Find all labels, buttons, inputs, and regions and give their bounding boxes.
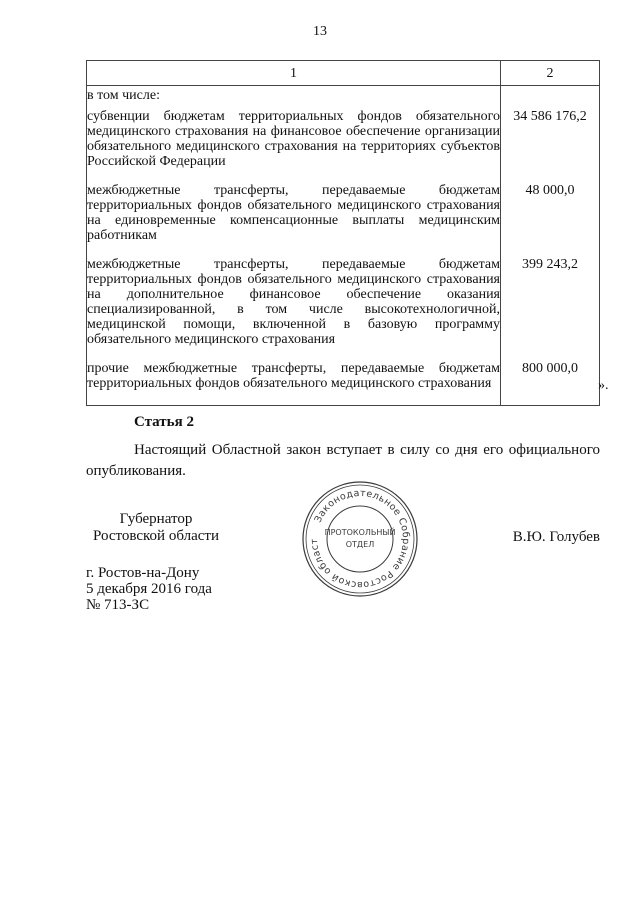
stamp-inner-ring	[306, 485, 414, 593]
stamp-center-line1: ПРОТОКОЛЬНЫЙ	[324, 528, 396, 537]
column-header-2: 2	[501, 61, 600, 86]
table-row	[87, 109, 600, 183]
article-text: Настоящий Областной закон вступает в силу со дня его официального опубликования.	[86, 442, 600, 479]
stamp-center-line2: ОТДЕЛ	[345, 540, 375, 549]
date: 5 декабря 2016 года	[86, 581, 212, 597]
row-description: межбюджетные трансферты, передаваемые бюджетам территориальных фондов обязательного медицинского страхования на дополнительное финансовое обеспечение оказания специализированной, в том числе высокотехнологичной, медицинской помощи, включенной в базовую программу обязательного медицинского страхования	[87, 257, 501, 361]
official-stamp	[300, 479, 420, 599]
table-row	[87, 183, 600, 257]
intro-text: в том числе:	[87, 86, 501, 110]
signatory-name: В.Ю. Голубев	[512, 529, 600, 545]
signatory-title-line1: Губернатор	[119, 511, 193, 527]
row-value: 399 243,2	[501, 257, 600, 361]
signatory-title	[86, 511, 226, 545]
page-number: 13	[313, 24, 327, 39]
article-heading: Статья 2	[134, 414, 194, 430]
signatory-title-line2: Ростовской области	[93, 528, 219, 544]
stamp-seal-icon	[300, 479, 420, 599]
table-row	[87, 257, 600, 361]
place-date-block	[86, 565, 212, 613]
row-value: 800 000,0	[501, 361, 600, 406]
row-value: 34 586 176,2	[501, 109, 600, 183]
row-description: субвенции бюджетам территориальных фондов обязательного медицинского страхования на финансовое обеспечение организации обязательного медицинского страхования на территориях субъектов Российской Федерации	[87, 109, 501, 183]
city: г. Ростов-на-Дону	[86, 565, 200, 581]
budget-table	[86, 60, 600, 406]
column-header-1: 1	[87, 61, 501, 86]
closing-quote: ».	[598, 378, 609, 393]
table-row	[87, 361, 600, 406]
table-row-intro	[87, 86, 600, 110]
stamp-center-ring	[327, 506, 393, 572]
table-header-row	[87, 61, 600, 86]
intro-value	[501, 86, 600, 110]
stamp-ring-text: Законодательное Собрание Ростовской област	[308, 487, 412, 591]
row-description: межбюджетные трансферты, передаваемые бюджетам территориальных фондов обязательного медицинского страхования на единовременные компенсационные выплаты медицинским работникам	[87, 183, 501, 257]
stamp-outer-ring	[303, 482, 417, 596]
row-value: 48 000,0	[501, 183, 600, 257]
law-number: № 713-ЗС	[86, 597, 150, 613]
row-description: прочие межбюджетные трансферты, передаваемые бюджетам территориальных фондов обязательного медицинского страхования	[87, 361, 501, 406]
